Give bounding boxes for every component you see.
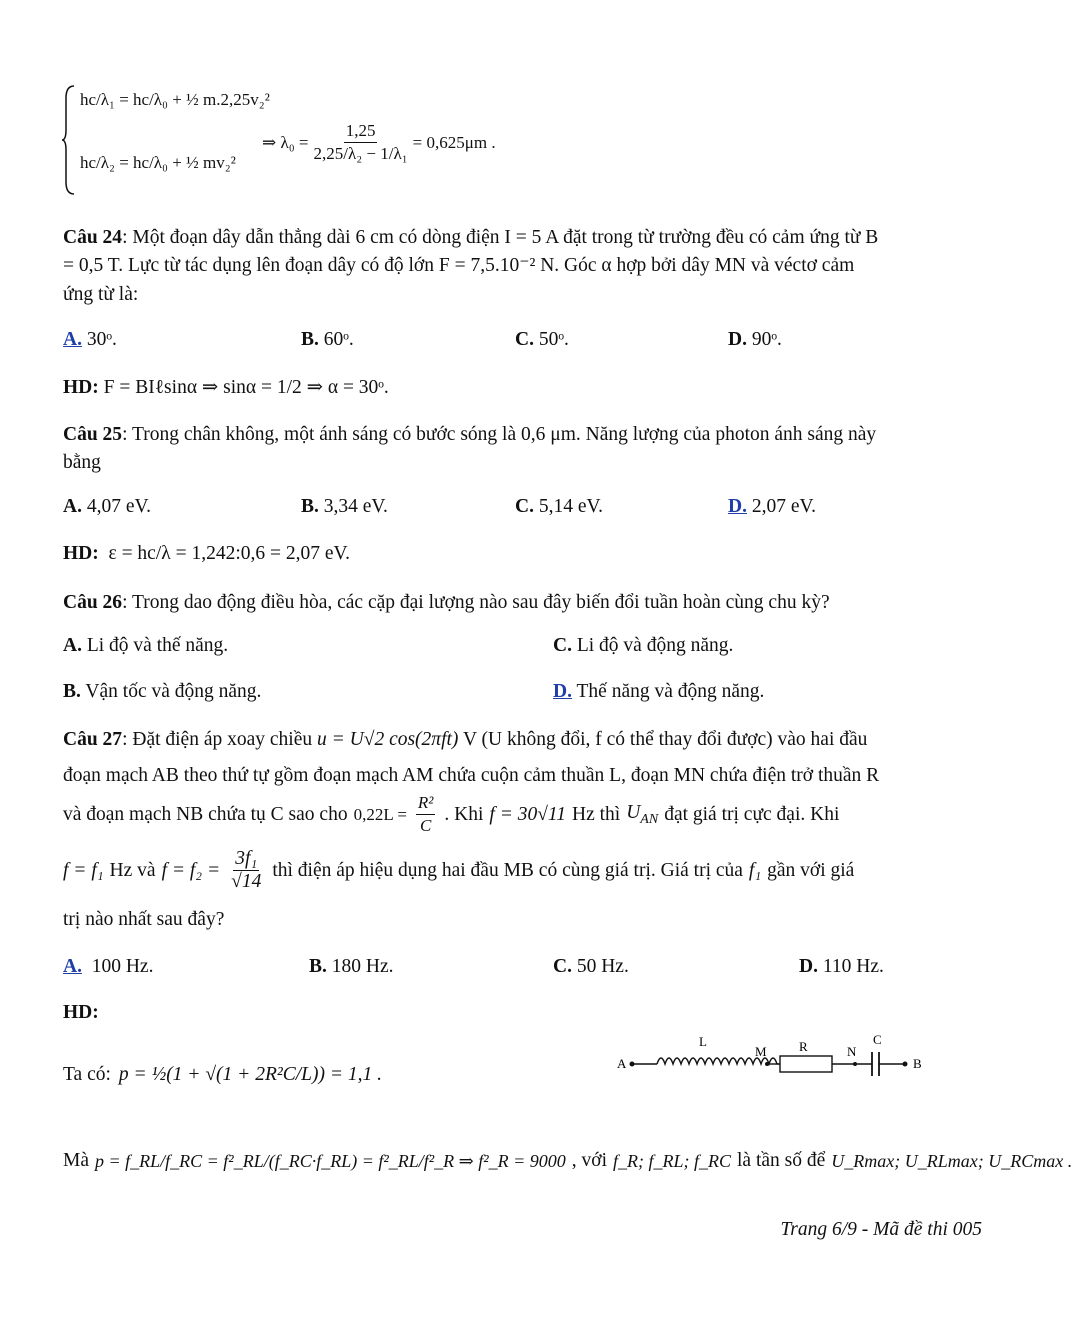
q27-uan-sub: AN bbox=[640, 811, 659, 827]
q27-line-3 bbox=[63, 792, 839, 837]
q24-option-a-key[interactable]: A. bbox=[63, 329, 82, 350]
circuit-diagram bbox=[615, 1030, 935, 1086]
q25-line-1 bbox=[63, 421, 982, 449]
q27-option-b[interactable] bbox=[309, 956, 394, 978]
q27-text-4c: gần với giá bbox=[767, 859, 855, 881]
q24-line-3: ứng từ là: bbox=[63, 284, 139, 305]
q24-line-2: = 0,5 T. Lực từ tác dụng lên đoạn dây có độ lớn F = 7,5.10⁻² N. Góc α hợp bởi dây MN và véctơ cảm bbox=[63, 255, 855, 276]
q25-option-b-text: 3,34 eV. bbox=[323, 496, 388, 517]
q27-text-1b: V (U không đổi, f có thể thay đổi được) vào hai đầu bbox=[462, 729, 868, 750]
q27-line-2: đoạn mạch AB theo thứ tự gồm đoạn mạch AM chứa cuộn cảm thuần L, đoạn MN chứa điện trở thuần R bbox=[63, 765, 880, 786]
q27-option-a-text: 100 Hz. bbox=[91, 956, 154, 977]
q24-option-b[interactable] bbox=[301, 329, 354, 351]
q27-frequency-value: f = 30√11 bbox=[489, 803, 566, 825]
q26-text: : Trong dao động điều hòa, các cặp đại lượng nào sau đây biến đổi tuần hoàn cùng chu kỳ? bbox=[122, 592, 830, 613]
q27-option-c[interactable] bbox=[553, 956, 629, 978]
q24-option-a-text: 30ᵒ. bbox=[86, 329, 117, 350]
q25-hd-text: ε = hc/λ = 1,242:0,6 = 2,07 eV. bbox=[108, 543, 350, 564]
q26-option-b[interactable] bbox=[63, 681, 261, 703]
q26-option-c-text: Li độ và động năng. bbox=[576, 635, 734, 656]
q25-solution bbox=[63, 543, 350, 565]
q26-line-1 bbox=[63, 589, 982, 617]
q27-ma-frequencies: f_R; f_RL; f_RC bbox=[613, 1150, 732, 1171]
q27-p-formula: p = ½(1 + √(1 + 2R²C/L)) = 1,1 . bbox=[118, 1064, 382, 1085]
q27-option-c-key: C. bbox=[553, 956, 572, 977]
q27-option-b-text: 180 Hz. bbox=[331, 956, 394, 977]
q27-ma-voltages: U_Rmax; U_RLmax; U_RCmax . bbox=[831, 1150, 1072, 1171]
q27-option-a[interactable] bbox=[63, 956, 153, 978]
q24-text-1: : Một đoạn dây dẫn thẳng dài 6 cm có dòng điện I = 5 A đặt trong từ trường đều có cảm ứng từ B bbox=[122, 227, 879, 248]
q24-label: Câu 24 bbox=[63, 227, 123, 248]
q26-option-b-text: Vận tốc và động năng. bbox=[85, 681, 262, 702]
circuit-label-c: C bbox=[873, 1032, 882, 1047]
q27-voltage-formula: u = U√2 cos(2πft) bbox=[317, 729, 459, 750]
q26-option-a-key: A. bbox=[63, 635, 82, 656]
q26-option-d[interactable] bbox=[553, 681, 764, 703]
q26-option-c[interactable] bbox=[553, 635, 733, 657]
q27-uan: U bbox=[626, 801, 641, 823]
q27-label: Câu 27 bbox=[63, 729, 123, 750]
terminal-b bbox=[903, 1062, 908, 1067]
q27-f1: f = f₁ bbox=[63, 859, 104, 881]
q27-text-4b: thì điện áp hiệu dụng hai đầu MB có cùng giá trị. Giá trị của bbox=[272, 859, 743, 881]
equation-2: hc/λ₂ = hc/λ₀ + ½ mv₂² bbox=[80, 153, 236, 172]
q25-option-c-text: 5,14 eV. bbox=[538, 496, 603, 517]
result-numerator: 1,25 bbox=[344, 120, 378, 143]
q24-option-c-key: C. bbox=[515, 329, 534, 350]
q26-option-a[interactable] bbox=[63, 635, 228, 657]
q24-hd-label: HD: bbox=[63, 377, 99, 398]
q25-option-d-key[interactable]: D. bbox=[728, 496, 747, 517]
q27-condition-left: 0,22L = bbox=[353, 804, 407, 824]
q25-option-b[interactable] bbox=[301, 496, 388, 518]
q27-f2-num: 3f₁ bbox=[235, 848, 258, 869]
q24-option-b-key: B. bbox=[301, 329, 319, 350]
q24-option-c[interactable] bbox=[515, 329, 569, 351]
q26-option-b-key: B. bbox=[63, 681, 81, 702]
q24-option-d[interactable] bbox=[728, 329, 782, 351]
q27-ma-voi: , với bbox=[571, 1150, 608, 1171]
q27-option-c-text: 50 Hz. bbox=[576, 956, 629, 977]
result-denominator: 2,25/λ₂ − 1/λ₁ bbox=[313, 144, 408, 163]
q27-line-5: trị nào nhất sau đây? bbox=[63, 909, 225, 930]
q27-text-3d: đạt giá trị cực đại. Khi bbox=[664, 803, 840, 825]
equation-1: hc/λ₁ = hc/λ₀ + ½ m.2,25v₂² bbox=[80, 90, 270, 109]
q24-hd-text: F = BIℓsinα ⇒ sinα = 1/2 ⇒ α = 30ᵒ. bbox=[103, 377, 389, 398]
node-n bbox=[853, 1062, 857, 1066]
q24-option-c-text: 50ᵒ. bbox=[538, 329, 569, 350]
q27-text-3b: . Khi bbox=[444, 803, 484, 825]
q27-taco-line bbox=[63, 1064, 382, 1086]
q27-option-b-key: B. bbox=[309, 956, 327, 977]
q25-option-c[interactable] bbox=[515, 496, 603, 518]
circuit-label-m: M bbox=[755, 1044, 767, 1059]
q27-text-3a: và đoạn mạch NB chứa tụ C sao cho bbox=[63, 803, 348, 825]
q27-option-d-text: 110 Hz. bbox=[822, 956, 884, 977]
circuit-label-b: B bbox=[913, 1056, 922, 1071]
q25-label: Câu 25 bbox=[63, 424, 123, 445]
circuit-label-n: N bbox=[847, 1044, 857, 1059]
q27-line-1 bbox=[63, 729, 867, 751]
page-footer: Trang 6/9 - Mã đề thi 005 bbox=[780, 1219, 982, 1240]
result-prefix: ⇒ λ₀ = bbox=[262, 132, 309, 152]
q27-option-a-key[interactable]: A. bbox=[63, 956, 82, 977]
q26-option-c-key: C. bbox=[553, 635, 572, 656]
q27-ma-text: là tần số để bbox=[737, 1150, 826, 1171]
q25-option-d[interactable] bbox=[728, 496, 816, 518]
q27-line-4 bbox=[63, 848, 854, 893]
result-value: = 0,625μm . bbox=[412, 132, 496, 152]
q24-option-d-text: 90ᵒ. bbox=[751, 329, 782, 350]
q27-text-3c: Hz thì bbox=[572, 803, 621, 825]
q27-ma-line bbox=[63, 1150, 1072, 1172]
q26-label: Câu 26 bbox=[63, 592, 123, 613]
q27-f2: f = f₂ = bbox=[161, 859, 221, 881]
q27-ma-formula: p = f_RL/f_RC = f²_RL/(f_RC·f_RL) = f²_RL/f²_R ⇒ f²_R = 9000 bbox=[95, 1150, 566, 1171]
brace-icon bbox=[62, 84, 76, 196]
circuit-label-coil: L bbox=[699, 1034, 707, 1049]
q24-solution bbox=[63, 375, 389, 399]
q25-line-2: bằng bbox=[63, 452, 101, 473]
q27-option-d-key: D. bbox=[799, 956, 818, 977]
q25-option-a-text: 4,07 eV. bbox=[86, 496, 151, 517]
q24-option-d-key: D. bbox=[728, 329, 747, 350]
q25-text-1: : Trong chân không, một ánh sáng có bước sóng là 0,6 μm. Năng lượng của photon ánh sáng này bbox=[122, 424, 877, 445]
q24-line-1 bbox=[63, 224, 982, 252]
q24-option-b-text: 60ᵒ. bbox=[323, 329, 354, 350]
q26-option-d-key[interactable]: D. bbox=[553, 681, 572, 702]
q27-ma: Mà bbox=[63, 1150, 89, 1171]
q27-taco: Ta có: bbox=[63, 1064, 111, 1085]
q25-option-d-text: 2,07 eV. bbox=[751, 496, 816, 517]
q25-option-a[interactable] bbox=[63, 496, 151, 518]
q25-option-a-key: A. bbox=[63, 496, 82, 517]
q27-f1-inline: f₁ bbox=[748, 859, 762, 881]
q25-option-b-key: B. bbox=[301, 496, 319, 517]
q27-f2-den: √14 bbox=[231, 871, 262, 892]
circuit-label-r: R bbox=[799, 1039, 808, 1054]
q27-condition-den: C bbox=[419, 816, 432, 835]
q27-hd-label: HD: bbox=[63, 1002, 99, 1023]
q27-option-d[interactable] bbox=[799, 956, 884, 978]
q25-option-c-key: C. bbox=[515, 496, 534, 517]
q27-text-4a: Hz và bbox=[109, 859, 156, 881]
q27-text-1a: : Đặt điện áp xoay chiều bbox=[122, 729, 313, 750]
q26-option-a-text: Li độ và thế năng. bbox=[86, 635, 229, 656]
q25-hd-label: HD: bbox=[63, 543, 99, 564]
resistor bbox=[780, 1056, 832, 1072]
q24-option-a[interactable] bbox=[63, 329, 117, 351]
q27-condition-num: R² bbox=[416, 792, 435, 815]
q26-option-d-text: Thế năng và động năng. bbox=[576, 681, 765, 702]
circuit-label-a: A bbox=[617, 1056, 627, 1071]
